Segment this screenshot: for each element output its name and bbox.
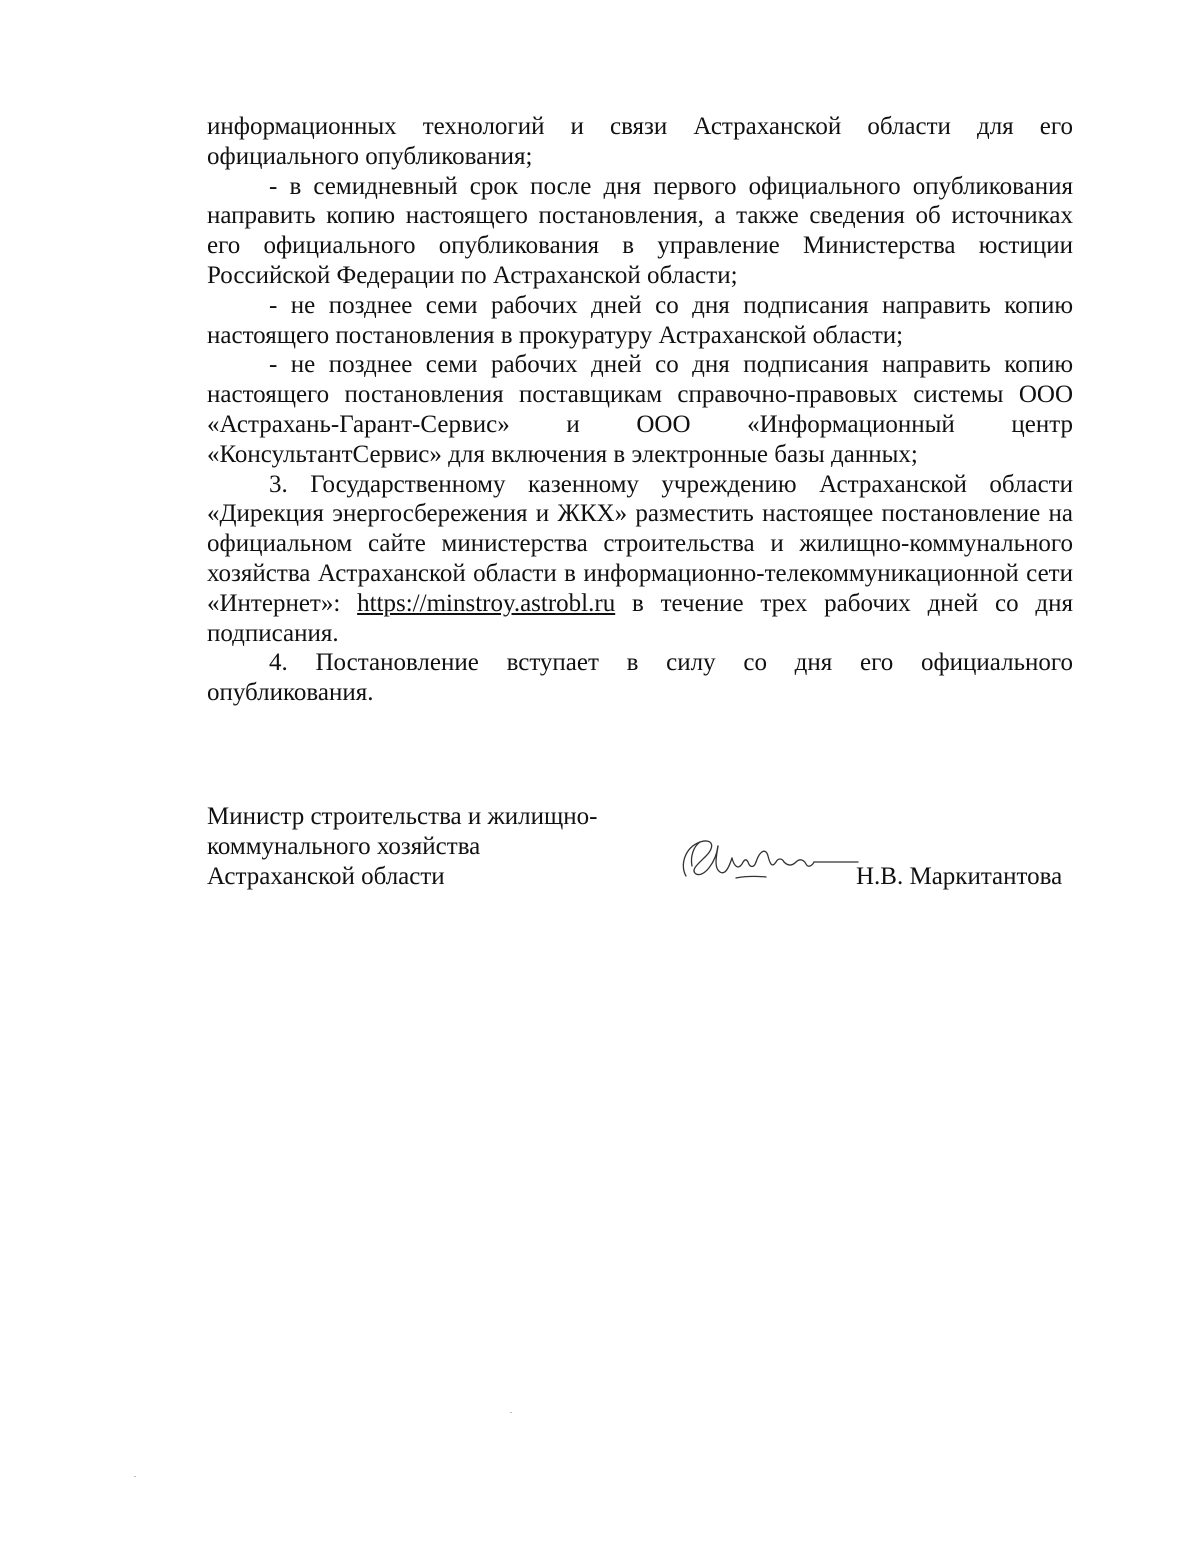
signatory-position-line-3: Астраханской области [207,863,445,890]
paragraph-item-justice-ministry: - в семидневный срок после дня первого официального опубликования направить копию настоящего постановления, а также сведения об источниках его официального опубликования в управление Министерства юстиции Российской Федерации по Астраханской области; [207,172,1073,289]
website-link[interactable]: https://minstroy.astrobl.ru [357,589,616,617]
signatory-name: Н.В. Маркитантова [856,863,1063,890]
paragraph-3 [207,470,1073,649]
signatory-position [207,802,627,892]
document-body [207,112,1073,708]
paragraph-continuation: информационных технологий и связи Астраханской области для его официального опубликования; [207,113,1073,170]
paragraph-item-prosecutor: - не позднее семи рабочих дней со дня подписания направить копию настоящего постановления в прокуратуру Астраханской области; [207,291,1073,349]
scan-speck [510,1412,512,1413]
paragraph-4: 4. Постановление вступает в силу со дня его официального опубликования. [207,649,1073,707]
paragraph-3-text: 3. Государственному казенному учреждению Астраханской области «Дирекция энергосбережения и ЖКХ» разместить настоящее постановление на официальном сайте министерства строительства и жилищно-коммунального хозяйства Астраханской области в информационно-телекоммуникационной сети «Интернет»: [207,470,1073,617]
signatory-position-line-2: коммунального хозяйства [207,833,481,860]
scan-speck [134,1476,136,1477]
paragraph-item-legal-systems: - не позднее семи рабочих дней со дня подписания направить копию настоящего постановления поставщикам справочно-правовых системы ООО «Астрахань-Гарант-Сервис» и ООО «Информационный центр «КонсультантСервис» для включения в электронные базы данных; [207,351,1073,468]
paragraph-3-tail: в течение трех рабочих дней со дня подписания. [207,589,1073,647]
signatory-position-line-1: Министр строительства и жилищно- [207,803,598,830]
handwritten-signature [676,832,866,888]
